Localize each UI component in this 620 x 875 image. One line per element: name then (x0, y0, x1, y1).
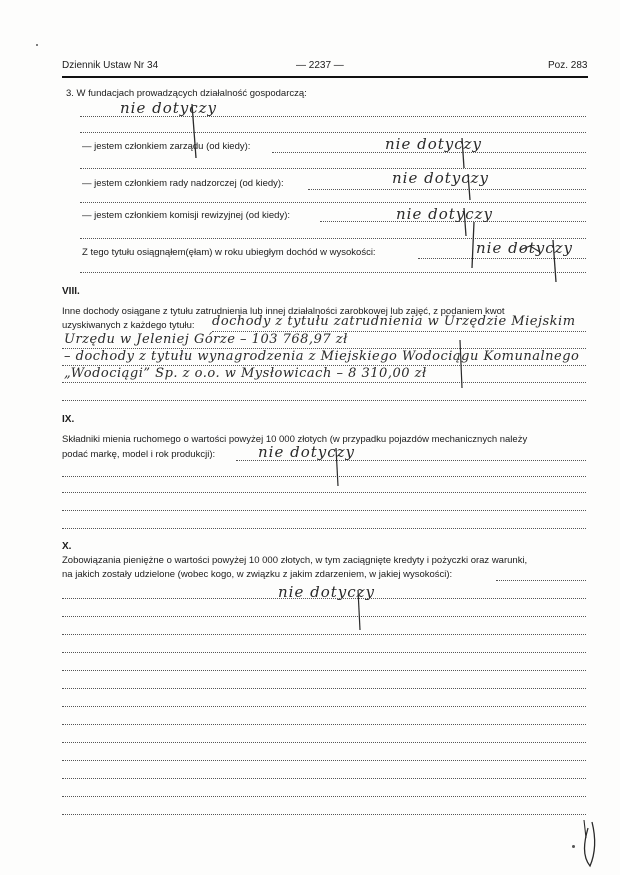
section-viii-text-2: uzyskiwanych z każdego tytułu: (62, 320, 195, 331)
section-x-text-1: Zobowiązania pieniężne o wartości powyżej 10 000 złotych, w tym zaciągnięte kredyty i pożyczki oraz warunki, (62, 555, 528, 566)
section-ix-text-2: podać markę, model i rok produkcji): (62, 449, 216, 460)
item3-answer: nie dotyczy (120, 99, 218, 117)
section-x-heading: X. (62, 541, 72, 552)
section-ix-answer: nie dotyczy (258, 443, 356, 461)
supervisory-label: — jestem członkiem rady nadzorczej (od kiedy): (82, 178, 284, 189)
journal-title: Dziennik Ustaw Nr 34 (62, 60, 159, 71)
audit-answer: nie dotyczy (396, 205, 494, 223)
audit-label: — jestem członkiem komisji rewizyjnej (od kiedy): (82, 210, 290, 221)
section-ix-heading: IX. (62, 414, 75, 425)
income-answer: nie dotyczy (476, 239, 574, 257)
signature-initials (585, 822, 595, 866)
item3-label: 3. W fundacjach prowadzących działalność gospodarczą: (66, 88, 307, 99)
section-ix-text-1: Składniki mienia ruchomego o wartości powyżej 10 000 złotych (w przypadku pojazdów mechanicznych należy (62, 434, 528, 445)
ink-dot (572, 845, 575, 848)
section-viii-heading: VIII. (62, 286, 80, 297)
section-viii-answer-4: „Wodociągi” Sp. z o.o. w Mysłowicach – 8 310,00 zł (64, 366, 427, 381)
income-label: Z tego tytułu osiągnąłem(ęłam) w roku ubiegłym dochód w wysokości: (82, 247, 376, 258)
section-viii-answer-1: dochody z tytułu zatrudnienia w Urzędzie Miejskim (212, 314, 576, 329)
section-viii-answer-2: Urzędu w Jeleniej Górze – 103 768,97 zł (64, 332, 348, 347)
supervisory-answer: nie dotyczy (392, 169, 490, 187)
board-member-label: — jestem członkiem zarządu (od kiedy): (82, 141, 251, 152)
section-viii-text-1: Inne dochody osiągane z tytułu zatrudnienia lub innej działalności zarobkowej lub zajęć, z podaniem kwot (62, 306, 505, 317)
scan-speck (36, 44, 38, 46)
page-number: — 2237 — (296, 60, 344, 71)
section-viii-answer-3: – dochody z tytułu wynagrodzenia z Miejskiego Wodociągu Komunalnego (64, 349, 580, 364)
position-number: Poz. 283 (548, 60, 588, 71)
section-x-text-2: na jakich zostały udzielone (wobec kogo, w związku z jakim zdarzeniem, w jakiej wysokości): (62, 569, 453, 580)
section-x-answer: nie dotyczy (278, 583, 376, 601)
board-member-answer: nie dotyczy (385, 135, 483, 153)
